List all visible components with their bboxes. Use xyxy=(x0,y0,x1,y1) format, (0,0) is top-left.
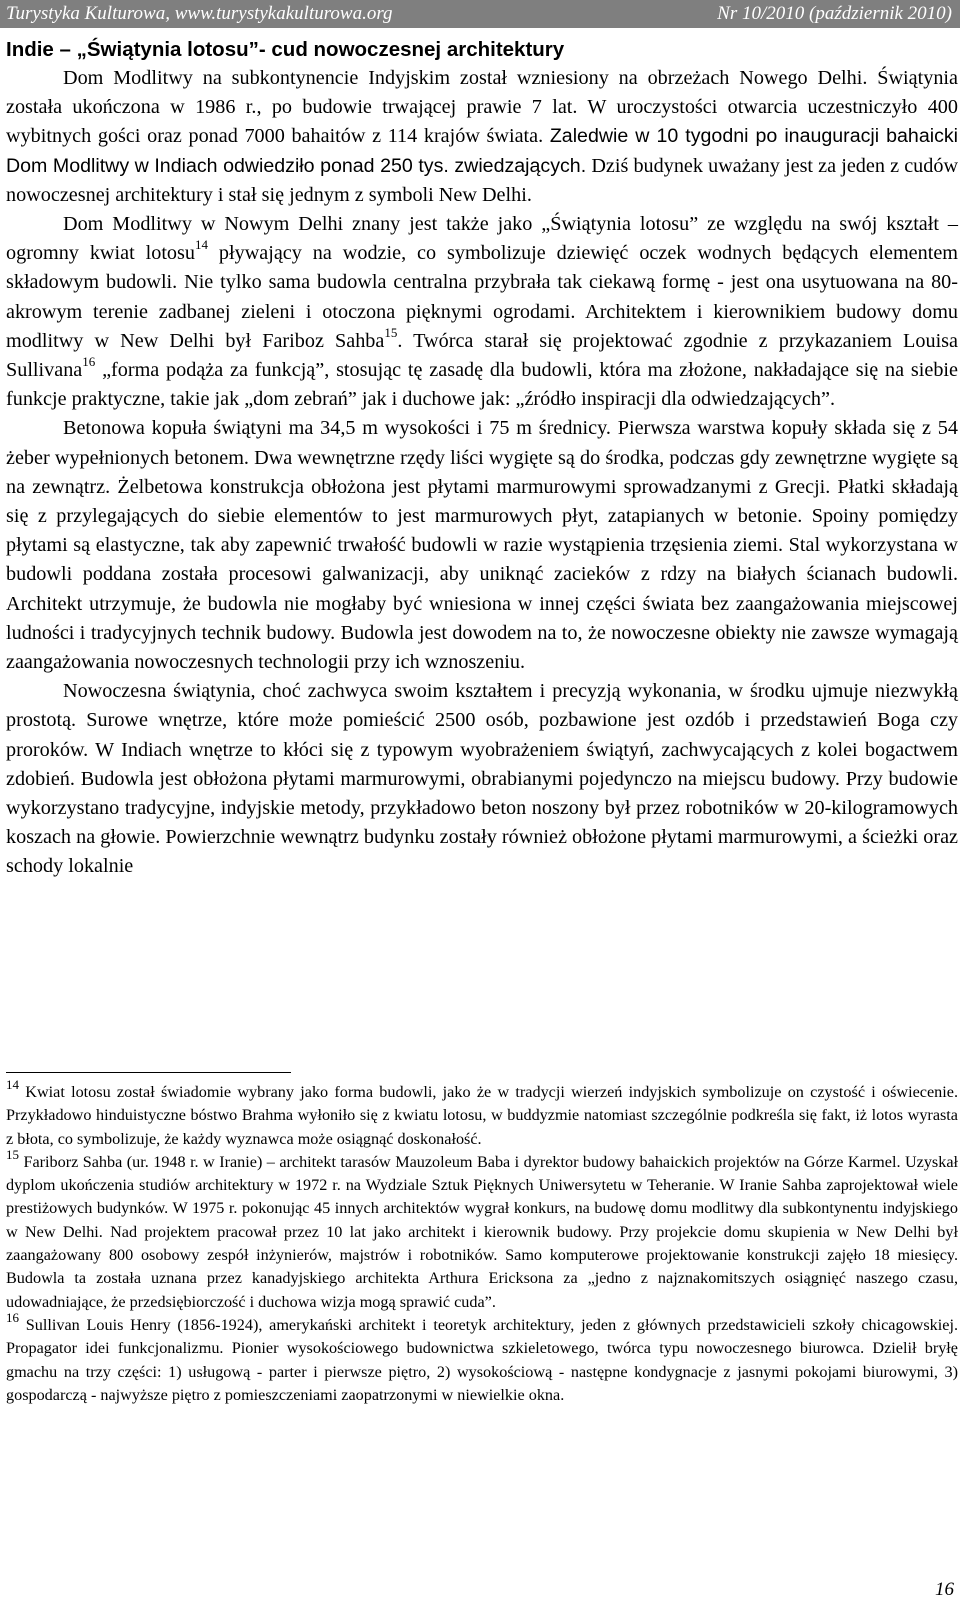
footnote-number: 15 xyxy=(6,1146,19,1162)
footnote-number: 16 xyxy=(6,1309,19,1325)
article-body xyxy=(6,36,958,882)
page-number: 16 xyxy=(935,1579,954,1600)
paragraph-1-part-c: Dziś budynek uważany jest za jeden z cudów nowoczesnej architektury i stał się jednym z symboli New Delhi. xyxy=(6,154,959,206)
paragraph-1 xyxy=(6,64,958,210)
paragraph-2 xyxy=(6,210,958,414)
paragraph-2-part-d: „forma podąża za funkcją”, stosując tę zasadę dla budowli, która ma złożone, nakładające się na siebie funkcje praktyczne, takie jak „dom zebrań” jak i duchowe jak: „źródło inspiracji dla odwiedzających”. xyxy=(6,359,958,411)
footnote-ref-15[interactable]: 15 xyxy=(384,325,398,341)
footnote-14 xyxy=(6,1076,958,1151)
footnote-text: Kwiat lotosu został świadomie wybrany jako forma budowli, jako że w tradycji wierzeń indyjskich symbolizuje on czystość i oświecenie. Przykładowo hinduistyczne bóstwo Brahma wyłoniło się z kwiatu lotosu, w buddyzmie natomiast szczególnie podkreśla się fakt, iż lotos wyrasta z błota, co symbolizuje, że każdy wyznawca może osiągnąć doskonałość. xyxy=(6,1083,958,1148)
paragraph-3: Betonowa kopuła świątyni ma 34,5 m wysokości i 75 m średnicy. Pierwsza warstwa kopuły składa się z 54 żeber wypełnionych betonem. Dwa wewnętrzne rzędy liści wygięte są do środka, podczas gdy zewnętrzne wygięte są na zewnątrz. Żelbetowa konstrukcja obłożona jest płytami marmurowymi sprowadzanymi z Grecji. Płatki składają się z przylegających do siebie elementów to jest marmurowych płyt, zatapianych w betonie. Spoiny pomiędzy płytami są elastyczne, tak aby zapewnić trwałość budowli w razie wystąpienia trzęsienia ziemi. Stal wykorzystana w budowli poddana została procesowi galwanizacji, aby uniknąć zacieków z rdzy na białych ścianach budowli. Architekt utrzymuje, że budowla nie mogłaby być wniesiona w innej części świata bez zaangażowania miejscowej ludności i tradycyjnych technik budowy. Budowla jest dowodem na to, że nowoczesne obiekty nie zawsze wymagają zaangażowania nowoczesnych technologii przy ich wznoszeniu. xyxy=(6,417,958,674)
footnote-text: Fariborz Sahba (ur. 1948 r. w Iranie) – architekt tarasów Mauzoleum Baba i dyrektor budowy bahaickich projektów na Górze Karmel. Uzyskał dyplom ukończenia studiów architektury w 1972 r. na Wydziale Sztuk Pięknych Uniwersytetu w Teheranie. W Iranie Sahba zaprojektował wiele prestiżowych budynków. W 1975 r. pokonując 45 innych architektów wygrał konkurs, na budowę domu modlitwy dla subkontynentu indyjskiego w New Delhi. Nad projektem pracował przez 10 lat jako architekt i kierownik budowy. Przy projekcie domu skupienia w New Delhi był zaangażowany 800 osobowy zespół inżynierów, majstrów i robotników. Samo komputerowe projektowanie konstrukcji zajęło 18 miesięcy. Budowla ta została uznana przez kanadyjskiego architekta Arthura Ericksona za „jedno z najznakomitszych osiągnięć naszego czasu, udowadniające, że przedsiębiorczość i duchowa wizja mogą sprawić cuda”. xyxy=(6,1152,958,1311)
footnote-15 xyxy=(6,1146,958,1314)
footnote-16 xyxy=(6,1309,958,1407)
header-issue-number: Nr 10/2010 (październik 2010) xyxy=(717,3,952,24)
footnote-ref-16[interactable]: 16 xyxy=(82,354,96,370)
paragraph-2-part-b: pływający na wodzie, co symbolizuje dziewięć oczek wodnych będących elementem składowym budowli. Nie tylko sama budowla centralna przybrała tak ciekawą formę - jest ona usytuowana na 80-akrowym terenie zadbanej zieleni i otoczona pięknymi ogrodami. Architektem i kierownikiem budowy domu modlitwy w New Delhi był Fariboz Sahba xyxy=(6,242,958,352)
footnote-text: Sullivan Louis Henry (1856-1924), amerykański architekt i teoretyk architektury, jeden z głównych przedstawicieli szkoły chicagowskiej. Propagator idei funkcjonalizmu. Pionier wysokościowego budownictwa szkieletowego, twórca typu nowoczesnego biurowca. Dzielił bryłę gmachu na trzy części: 1) usługową - parter i pierwsze piętro, 2) wysokościową - następne kondygnacje z jasnymi pokojami biurowymi, 3) gospodarczą - najwyższe piętro z pomieszczeniami zaopatrzonymi w niewielkie okna. xyxy=(6,1315,958,1404)
article-title: Indie – „Świątynia lotosu”- cud nowoczesnej architektury xyxy=(6,38,565,61)
paragraph-4: Nowoczesna świątynia, choć zachwyca swoim kształtem i precyzją wykonania, w środku ujmuje niezwykłą prostotą. Surowe wnętrze, które może pomieścić 2500 osób, pozbawione jest ozdób i przedstawień Boga czy proroków. W Indiach wnętrze to kłóci się z typowym wyobrażeniem świątyń, zachwycających z kolei bogactwem zdobień. Budowla jest obłożona płytami marmurowymi, obrabianymi pojedynczo na miejscu budowy. Przy budowie wykorzystano tradycyjne, indyjskie metody, przykładowo beton noszony był przez robotników w 20-kilogramowych koszach na głowie. Powierzchnie wewnątrz budynku zostały również obłożone płytami marmurowymi, a ścieżki oraz schody lokalnie xyxy=(6,680,958,878)
page-header xyxy=(0,0,960,28)
footnote-ref-14[interactable]: 14 xyxy=(194,237,208,253)
footnotes-section xyxy=(6,1076,958,1407)
header-journal-title: Turystyka Kulturowa, www.turystykakulturowa.org xyxy=(6,3,393,24)
paragraph-2-part-a: Dom Modlitwy w Nowym Delhi znany jest także jako „Świątynia lotosu” ze względu na swój kształt – ogromny kwiat lotosu xyxy=(6,213,958,265)
paragraph-1-part-b: Zaledwie w 10 tygodni po inauguracji bahaicki Dom Modlitwy w Indiach odwiedziło ponad 250 tys. zwiedzających. xyxy=(6,125,959,177)
paragraph-1-part-a: Dom Modlitwy na subkontynencie Indyjskim został wzniesiony na obrzeżach Nowego Delhi. Świątynia została ukończona w 1986 r., po budowie trwającej prawie 7 lat. W uroczystości otwarcia uczestniczyło 400 wybitnych gości oraz ponad 7000 bahaitów z 114 krajów świata. xyxy=(6,67,958,148)
paragraph-2-part-c: . Twórca starał się projektować zgodnie z przykazaniem Louisa Sullivana xyxy=(6,329,958,382)
footnote-number: 14 xyxy=(6,1076,19,1092)
footnote-divider xyxy=(6,1072,291,1073)
